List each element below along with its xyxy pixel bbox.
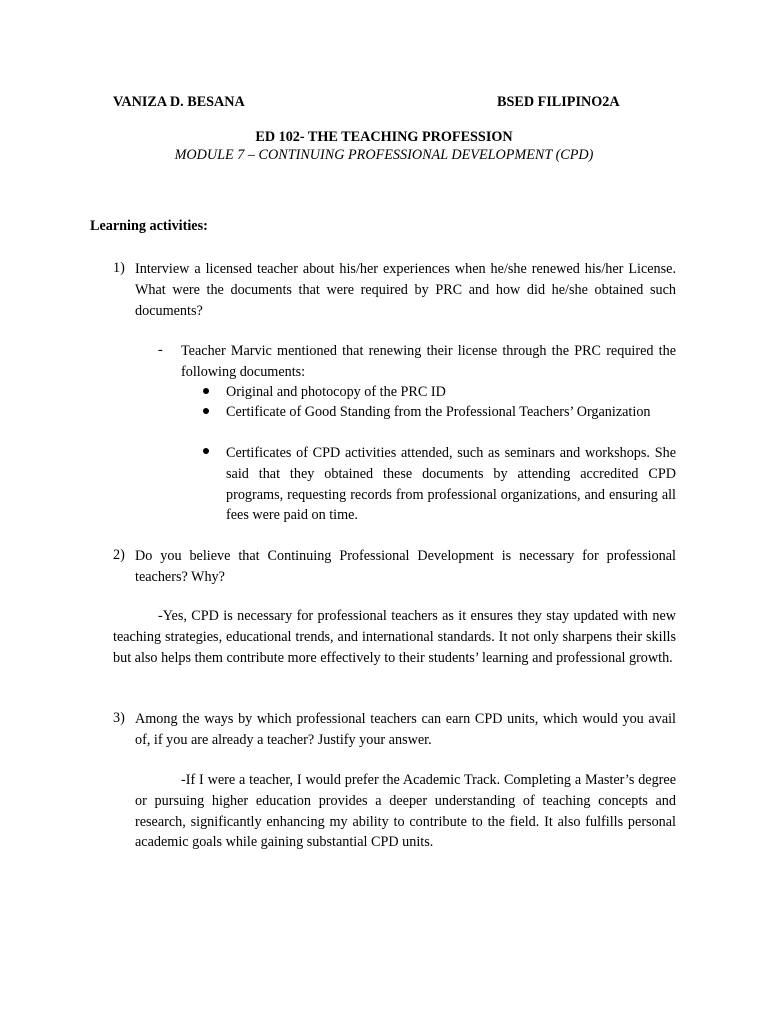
section-title: Learning activities:: [90, 218, 208, 234]
list-item: Original and photocopy of the PRC ID: [226, 384, 446, 400]
bullet-icon: [203, 448, 209, 454]
list-item: Certificate of Good Standing from the Professional Teachers’ Organization: [226, 404, 651, 420]
module-title: MODULE 7 – CONTINUING PROFESSIONAL DEVELOPMENT (CPD): [174, 147, 594, 163]
question-text: Do you believe that Continuing Professional Development is necessary for professional teachers? Why?: [135, 548, 676, 585]
question-number: 2): [113, 547, 125, 563]
answer-text: -Yes, CPD is necessary for professional teachers as it ensures they stay updated with new teaching strategies, educational trends, and international standards. It not only sharpens their skills but also helps them contribute more effectively to their students’ learning and professional growth.: [113, 608, 676, 666]
list-item: Certificates of CPD activities attended, such as seminars and workshops. She said that they obtained these documents by attending accredited CPD programs, requesting records from professional organizations, and ensuring all fees were paid on time.: [226, 445, 676, 524]
question-number: 1): [113, 260, 125, 276]
bullet-icon: [203, 388, 209, 394]
answer-text: -If I were a teacher, I would prefer the Academic Track. Completing a Master’s degree or pursuing higher education provides a deeper understanding of teaching concepts and research, significantly enhancing my ability to contribute to the field. It also fulfills personal academic goals while gaining substantial CPD units.: [135, 772, 676, 851]
answer-intro: Teacher Marvic mentioned that renewing their license through the PRC required the following documents:: [181, 343, 676, 380]
question-text: Among the ways by which professional teachers can earn CPD units, which would you avail of, if you are already a teacher? Justify your answer.: [135, 711, 676, 748]
student-program: BSED FILIPINO2A: [497, 94, 620, 110]
bullet-icon: [203, 408, 209, 414]
question-text: Interview a licensed teacher about his/her experiences when he/she renewed his/her License. What were the documents that were required by PRC and how did he/she obtained such documents?: [135, 261, 676, 319]
student-name: VANIZA D. BESANA: [113, 94, 245, 110]
question-number: 3): [113, 710, 125, 726]
course-title: ED 102- THE TEACHING PROFESSION: [255, 129, 513, 145]
answer-dash: -: [158, 342, 163, 358]
